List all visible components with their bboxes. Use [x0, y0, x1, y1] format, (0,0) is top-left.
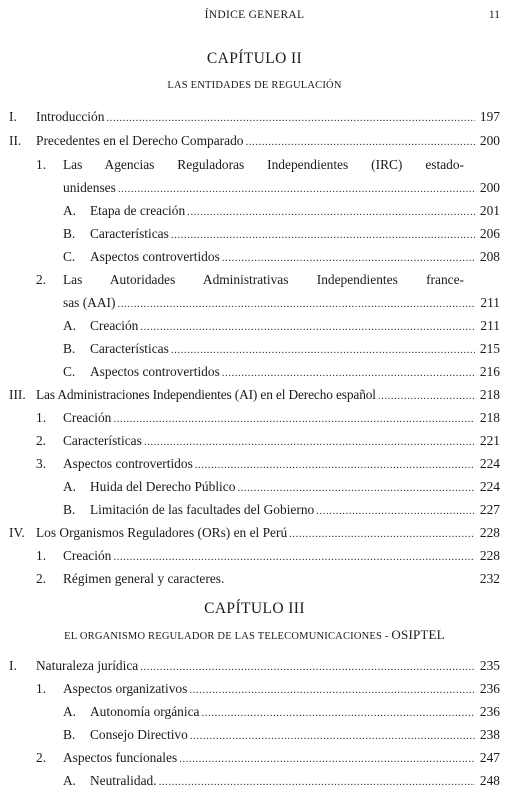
toc-entry-number: B.	[63, 226, 76, 241]
toc-entry-label: Naturaleza jurídica	[36, 658, 139, 673]
dot-leader	[189, 681, 475, 699]
toc-entry-label: sas (AAI)	[63, 295, 116, 310]
dot-leader	[113, 410, 475, 428]
dot-leader	[245, 133, 475, 151]
toc-entry[interactable]	[9, 524, 500, 543]
toc-entry-first-line[interactable]	[36, 271, 464, 289]
toc-entry-page: 200	[479, 133, 500, 148]
toc-entry-number: A.	[63, 773, 77, 788]
toc-entry-label: unidenses	[63, 180, 116, 195]
toc-entry[interactable]	[36, 680, 500, 699]
dot-leader	[179, 750, 475, 768]
toc-entry[interactable]	[63, 340, 500, 359]
toc-entry[interactable]	[36, 455, 500, 474]
toc-entry-label-line1: Las Agencias Reguladoras Independientes (IRC) estado-	[63, 157, 464, 172]
toc-entry-label: Creación	[90, 318, 139, 333]
toc-entry-page: 227	[479, 502, 500, 517]
toc-entry-label: Características	[90, 341, 169, 356]
chapter-3-subtitle-acronym: OSIPTEL	[391, 627, 445, 642]
toc-entry-first-line[interactable]	[36, 156, 464, 174]
toc-entry-number: 1.	[36, 548, 47, 563]
dot-leader	[140, 318, 475, 336]
chapter-2-subtitle: LAS ENTIDADES DE REGULACIÓN	[167, 80, 342, 91]
toc-entry[interactable]	[63, 478, 500, 497]
toc-entry[interactable]	[36, 409, 500, 428]
dot-leader	[171, 226, 475, 244]
toc-entry-label: Neutralidad.	[90, 773, 157, 788]
toc-entry[interactable]	[9, 657, 500, 676]
toc-entry-label: Aspectos controvertidos	[63, 456, 193, 471]
toc-entry-label: Creación	[63, 548, 112, 563]
dot-leader	[118, 180, 475, 198]
running-title: ÍNDICE GENERAL	[204, 9, 305, 21]
dot-leader	[378, 387, 476, 405]
toc-entry-label: Características	[63, 433, 142, 448]
toc-entry-label: Limitación de las facultades del Gobierno	[90, 502, 315, 517]
toc-entry-label: Introducción	[36, 109, 105, 124]
toc-entry-label-line1: Las Autoridades Administrativas Independientes france-	[63, 272, 464, 287]
toc-entry-number: A.	[63, 203, 77, 218]
toc-entry-number: 2.	[36, 433, 47, 448]
toc-entry-number: I.	[9, 109, 17, 124]
toc-entry-page: 228	[479, 548, 500, 563]
toc-entry[interactable]	[63, 726, 500, 745]
toc-entry-label: Los Organismos Reguladores (ORs) en el Perú	[36, 525, 288, 540]
toc-entry-page: 235	[479, 658, 500, 673]
dot-leader	[106, 109, 475, 127]
chapter-2-heading: CAPÍTULO II	[206, 50, 303, 67]
chapter-3-heading: CAPÍTULO III	[204, 600, 305, 617]
toc-entry-label: Creación	[63, 410, 112, 425]
toc-entry[interactable]	[9, 132, 500, 151]
toc-entry[interactable]	[63, 317, 500, 336]
running-header	[0, 9, 509, 29]
dot-leader	[316, 502, 475, 520]
toc-entry[interactable]	[36, 749, 500, 768]
dot-leader	[144, 433, 475, 451]
toc-entry-label: Aspectos organizativos	[63, 681, 188, 696]
toc-entry-number: IV.	[9, 525, 25, 540]
toc-entry[interactable]	[63, 202, 500, 221]
toc-entry-number: C.	[63, 364, 76, 379]
dot-leader	[222, 364, 475, 382]
toc-entry-number: 2.	[36, 750, 47, 765]
toc-entry-page: 232	[479, 571, 500, 586]
toc-entry-number: 1.	[36, 681, 47, 696]
toc-entry-page: 215	[479, 341, 500, 356]
toc-entry[interactable]	[36, 432, 500, 451]
dot-leader	[201, 704, 475, 722]
toc-entry[interactable]	[63, 294, 500, 313]
toc-entry-label: Precedentes en el Derecho Comparado	[36, 133, 244, 148]
dot-leader	[237, 479, 475, 497]
toc-entry[interactable]	[63, 248, 500, 267]
toc-entry-page: 236	[479, 704, 500, 719]
toc-entry-page: 201	[479, 203, 500, 218]
toc-entry-page: 206	[479, 226, 500, 241]
toc-entry-page: 238	[479, 727, 500, 742]
toc-entry-number: B.	[63, 727, 76, 742]
toc-entry[interactable]	[63, 772, 500, 791]
toc-entry-label: Aspectos funcionales	[63, 750, 178, 765]
dot-leader	[113, 548, 475, 566]
toc-entry-label: Etapa de creación	[90, 203, 186, 218]
toc-entry[interactable]	[36, 570, 500, 589]
toc-entry[interactable]	[63, 179, 500, 198]
toc-entry-label: Autonomía orgánica	[90, 704, 200, 719]
toc-entry-page: 236	[479, 681, 500, 696]
toc-entry-page: 218	[479, 387, 500, 402]
page-number: 11	[488, 9, 500, 21]
dot-leader	[159, 773, 475, 791]
dot-leader	[195, 456, 475, 474]
toc-entry-label: Aspectos controvertidos	[90, 364, 220, 379]
toc-entry[interactable]	[63, 501, 500, 520]
toc-entry[interactable]	[9, 108, 500, 127]
toc-entry-number: A.	[63, 318, 77, 333]
toc-entry-label: Consejo Directivo	[90, 727, 188, 742]
toc-entry-number: 3.	[36, 456, 47, 471]
toc-entry-number: C.	[63, 249, 76, 264]
toc-entry-page: 224	[479, 479, 500, 494]
toc-entry[interactable]	[36, 547, 500, 566]
toc-entry-page: 211	[480, 295, 500, 310]
toc-entry[interactable]	[63, 225, 500, 244]
toc-entry-label: Las Administraciones Independientes (AI) en el Derecho español	[36, 387, 376, 402]
toc-entry-number: III.	[9, 387, 26, 402]
toc-entry-page: 218	[479, 410, 500, 425]
toc-entry-number: 1.	[36, 157, 47, 172]
toc-entry[interactable]	[9, 386, 500, 405]
toc-entry-number: B.	[63, 502, 76, 517]
toc-entry-number: A.	[63, 704, 77, 719]
toc-entry[interactable]	[63, 703, 500, 722]
dot-leader	[140, 658, 475, 676]
toc-entry-page: 200	[479, 180, 500, 195]
toc-entry-label: Aspectos controvertidos	[90, 249, 220, 264]
toc-entry-number: B.	[63, 341, 76, 356]
toc-entry-page: 248	[479, 773, 500, 788]
toc-entry-page: 221	[479, 433, 500, 448]
toc-entry-number: I.	[9, 658, 17, 673]
toc-entry-page: 211	[480, 318, 500, 333]
toc-entry-page: 216	[479, 364, 500, 379]
toc-entry[interactable]	[63, 363, 500, 382]
toc-entry-page: 208	[479, 249, 500, 264]
toc-entry-page: 247	[479, 750, 500, 765]
toc-entry-number: 1.	[36, 410, 47, 425]
chapter-3-subtitle	[0, 627, 509, 643]
toc-entry-page: 228	[479, 525, 500, 540]
toc-entry-page: 197	[479, 109, 500, 124]
dot-leader	[171, 341, 475, 359]
chapter-3-subtitle-text: EL ORGANISMO REGULADOR DE LAS TELECOMUNICACIONES -	[64, 631, 392, 642]
dot-leader	[190, 727, 475, 745]
toc-entry-number: II.	[9, 133, 22, 148]
toc-entry-label: Régimen general y caracteres.	[63, 571, 225, 586]
dot-leader	[289, 525, 475, 543]
dot-leader	[187, 203, 475, 221]
dot-leader	[222, 249, 475, 267]
toc-entry-label: Características	[90, 226, 169, 241]
toc-entry-page: 224	[479, 456, 500, 471]
dot-leader	[117, 295, 475, 313]
toc-entry-label: Huida del Derecho Público	[90, 479, 236, 494]
toc-entry-number: A.	[63, 479, 77, 494]
toc-entry-number: 2.	[36, 272, 47, 287]
toc-entry-number: 2.	[36, 571, 47, 586]
